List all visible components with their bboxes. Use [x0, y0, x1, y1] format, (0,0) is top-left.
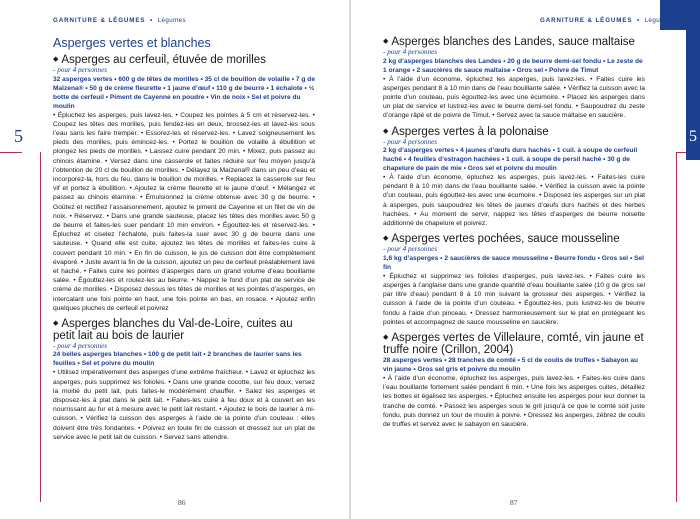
recipe-title: ◆ Asperges au cerfeuil, étuvée de morilles [53, 54, 266, 66]
chapter-number: 5 [14, 126, 23, 146]
recipe [53, 54, 315, 313]
header-subsection: Légumes [644, 17, 673, 24]
running-header [53, 17, 186, 24]
diamond-icon: ◆ [383, 38, 389, 45]
diamond-icon: ◆ [383, 333, 389, 341]
header-subsection: Légumes [157, 17, 186, 24]
diamond-icon: ◆ [383, 235, 389, 243]
recipe-servings: - pour 4 personnes [383, 137, 438, 146]
page-number: 87 [510, 498, 518, 507]
header-separator: • [637, 17, 641, 24]
recipe [383, 233, 645, 327]
recipe-ingredients: 32 asperges vertes • 600 g de têtes de morilles • 35 cl de bouillon de volaille • 7 g de Maïzena® • 50 g de crème fleurette • 1 jaune d’œuf • 110 g de beurre • 1 échalote • ½ botte de cerfeuil • Piment de Cayenne en poudre • Vin de noix • Sel et poivre du moulin [53, 75, 315, 110]
recipe-instructions: • Utilisez impérativement des asperges d’une extrême fraîcheur. • Lavez et épluchez les asperges, puis supprimez les folioles. • Dans une grande cocotte, sur feu doux, versez la moitié du petit lait, puis faites-le modérément chauffer. • Salez les asperges et disposez-les à plat dans le petit lait. • Faites-les cuire à feu doux et à couvert en les nourrissant au fur et à mesure avec le petit lait restant. • Ajoutez le bois de laurier à mi-cuisson. • Vérifiez la cuisson des asperges à l’aide de la pointe d’un couteau : elles doivent être très fondantes. • Poivrez en toute fin de cuisson et dressez sur un plat de service avec le petit lait de cuisson. • Servez sans attendre. [53, 369, 315, 441]
page-number: 86 [178, 498, 186, 507]
recipe-title: ◆ Asperges vertes de Villelaure, comté, vin jaune et truffe noire (Crillon, 2004) [383, 331, 644, 356]
recipe [383, 332, 645, 429]
recipe-title: ◆ Asperges vertes à la polonaise [383, 125, 549, 138]
recipe-servings: - pour 4 personnes [383, 48, 438, 56]
recipe-instructions: • À l’aide d’un économe, épluchez les asperges, puis lavez-les. • Faites-les cuire dans l’eau bouillante fortement salée pendant 6 min. • Une fois les asperges cuites, détaillez les bottes et égalisez les asperges. • Épluchez ensuite les asperges pour leur donner la tranche de comté. • Passez les asperges sous le gril jusqu’à ce que le comté soit juste fondu, puis donnez un tour de moulin à poivre. • Dressez les asperges, zébrez de coulis de truffes et servez avec le sabayon en saucière. [383, 374, 645, 428]
recipe-ingredients: 2 kg d’asperges vertes • 4 jaunes d’œufs durs hachés • 1 cuil. à soupe de cerfeuil haché • 4 feuilles d’estragon hachées • 1 cuil. à soupe de persil haché • 30 g de chapelure de pain de mie • Gros sel et poivre du moulin [383, 147, 638, 173]
text-column [383, 36, 645, 434]
header-separator: • [150, 17, 154, 24]
recipe-ingredients: 1,6 kg d’asperges • 2 saucières de sauce mousseline • Beurre fondu • Gros sel • Sel fin [383, 254, 645, 271]
recipe-servings: - pour 4 personnes [53, 341, 108, 350]
recipe-ingredients: 2 kg d’asperges blanches des Landes • 20 g de beurre demi-sel fondu • Le zeste de 1 orange • 2 saucières de sauce maltaise • Gros sel • Poivre de Timut [383, 57, 643, 74]
recipe-title: ◆ Asperges vertes pochées, sauce mousseline [383, 233, 620, 246]
recipe-instructions: • Épluchez et supprimez les folioles d’asperges, puis lavez-les. • Faites cuire les asperges à l’anglaise dans une grande quantité d’eau bouillante salée (10 g de gros sel par litre d’eau) pendant 8 à 10 min suivant la grosseur des asperges. • Vérifiez la cuisson à l’aide de la pointe d’un couteau. • Égouttez-les, puis lustrez-les de beurre fondu à l’aide d’un pinceau. • Dressez harmonieusement sur le plat en protégeant les pointes et accompagnez de sauce mousseline en saucière. [383, 272, 645, 326]
recipe-instructions: • À l’aide d’un économe, épluchez les asperges, puis lavez-les. • Faites-les cuire pendant 8 à 10 min dans de l’eau bouillante salée. • Vérifiez la cuisson avec la pointe d’un couteau, puis égouttez-les avec une écumoire. • Disposez les asperges sur un plat à asperges, puis saupoudrez les têtes de jaunes d’œufs durs hachés et des herbes hachées. • Au moment de servir, nappez les têtes d’asperges de beurre noisette additionné de chapelure et poivrez. [383, 174, 645, 228]
right-page [350, 0, 700, 519]
header-section: GARNITURE & LÉGUMES [53, 17, 146, 24]
diamond-icon: ◆ [383, 127, 389, 135]
recipe-servings: - pour 4 personnes [383, 245, 438, 254]
recipe-title: ◆ Asperges blanches du Val-de-Loire, cuites au petit lait au bois de laurier [53, 317, 293, 342]
recipe-instructions: • Épluchez les asperges, puis lavez-les. • Coupez les pointes à 5 cm et réservez-les. • Coupez les têtes des morilles, puis fendez-les en deux, brossez-les et lavez-les sous l’eau sans les faire tremper. • Essorez-les et réservez-les. • Lavez soigneusement les pieds des morilles, puis émincez-les. • Portez le bouillon de volaille à ébullition et plongez les pieds de morilles. • Laissez cuire pendant 20 min. • Mixez, puis passez au chinois étamine. • Versez dans une casserole et faites réduire sur feu moyen jusqu’à l’obtention de 20 cl de bouillon de morilles. • Délayez la Maïzena® dans un peu d’eau et incorporez-la, hors du feu, dans le bouillon de morilles. • Replacez la casserole sur feu vif et portez à ébullition. • Ajoutez la crème fleurette et le jaune d’œuf. • Mélangez et passez au chinois étamine. • Émulsionnez la crème obtenue avec 30 g de beurre. • Goûtez et rectifiez l’assaisonnement, ajoutez le piment de Cayenne et un filet de vin de noix. • Réservez. • Dans une grande sauteuse, placez les têtes des morilles avec 50 g de beurre et faites-les suer pendant 10 min environ. • Égouttez-les et réservez-les. • Épluchez et ciselez l’échalote, puis faites-la suer avec 30 g de beurre dans une sauteuse. • Quand elle est cuite, ajoutez les têtes de morilles et faites-les cuire à couvert pendant 10 min. • En fin de cuisson, le jus de cuisson doit être complètement évaporé. • Juste avant la fin de la cuisson, ajoutez un peu de cerfeuil préalablement lavé et haché. • Faites cuire les pointes d’asperges dans un grand volume d’eau bouillante salée. • Égouttez-les et roulez-les au beurre. • Nappez le fond d’un plat de service de crème de morilles. • Disposez dessus les têtes de morilles et les pointes d’asperges, en intercalant une fois pointe en haut, une fois pointe en bas, en rosace. • Ajoutez enfin quelques pluches de cerfeuil et poivrez [53, 111, 315, 312]
recipe-ingredients: 24 belles asperges blanches • 100 g de petit lait • 2 branches de laurier sans les feuilles • Sel et poivre du moulin [53, 351, 302, 368]
section-title: Asperges vertes et blanches [53, 36, 211, 50]
recipe-instructions: • À l’aide d’un économe, épluchez les asperges, puis lavez-les. • Faites cuire les asperges pendant 8 à 10 min dans de l’eau bouillante salée. • Vérifiez la cuisson avec la pointe d’un couteau, puis égouttez-les avec une écumoire. • Placez les asperges dans un plat de service et lustrez-les avec le beurre demi-sel fondu. • Saupoudrez du zeste d’orange râpé et de poivre de Timut. • Servez avec la sauce maltaise en saucière. [383, 75, 645, 120]
chapter-number: 5 [689, 128, 697, 145]
running-header [540, 17, 673, 24]
recipe-title: ◆ Asperges blanches des Landes, sauce maltaise [383, 36, 635, 48]
recipe-ingredients: 28 asperges vertes • 28 tranches de comté • 5 cl de coulis de truffes • Sabayon au vin jaune • Gros sel gris et poivre du moulin [383, 356, 639, 373]
recipe [383, 126, 645, 229]
diamond-icon: ◆ [53, 319, 59, 327]
recipe [53, 318, 315, 442]
header-section: GARNITURE & LÉGUMES [540, 17, 633, 24]
text-column [53, 54, 315, 447]
recipe-servings: - pour 4 personnes [53, 66, 108, 74]
recipe [383, 36, 645, 121]
diamond-icon: ◆ [53, 56, 59, 63]
